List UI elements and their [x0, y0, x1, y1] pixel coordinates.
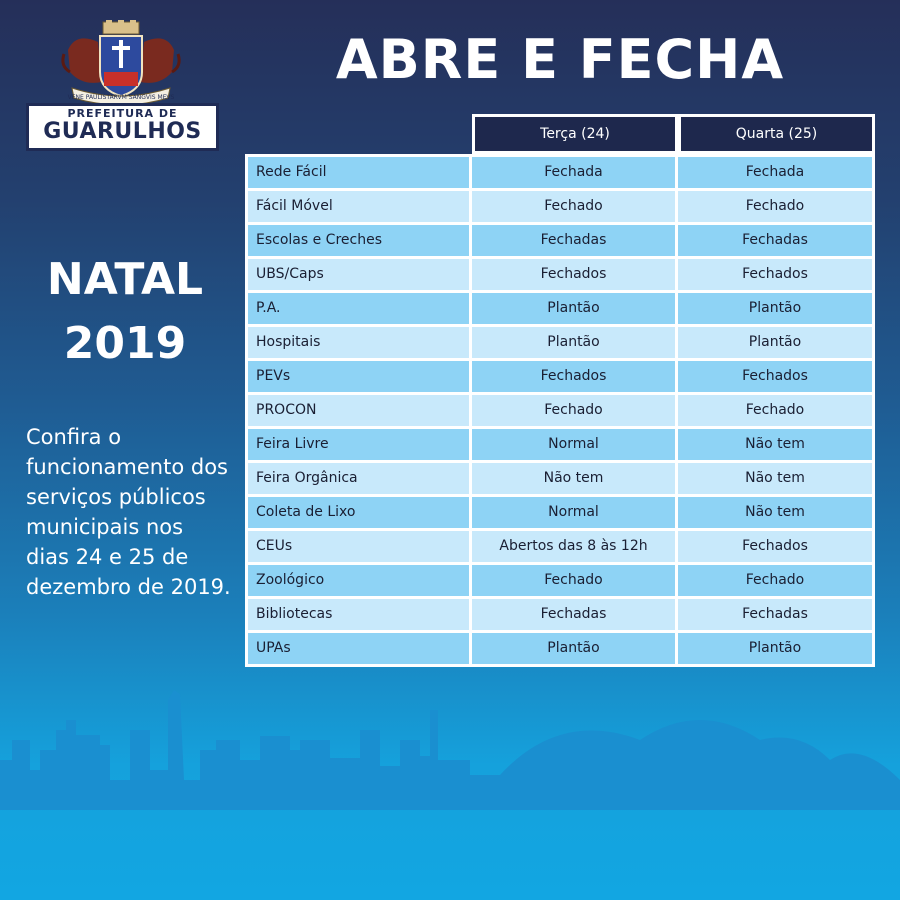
table-row [248, 633, 872, 664]
natal-title [20, 248, 230, 376]
status-day25: Fechado [678, 565, 872, 596]
status-day25: Não tem [678, 497, 872, 528]
table-row [248, 599, 872, 630]
logo-guarulhos-text: GUARULHOS [43, 119, 202, 144]
headline-title: ABRE E FECHA [335, 28, 785, 91]
table-row [248, 429, 872, 460]
status-day24: Plantão [472, 633, 675, 664]
status-day25: Fechado [678, 395, 872, 426]
status-day24: Fechado [472, 191, 675, 222]
status-day24: Fechadas [472, 225, 675, 256]
natal-word: NATAL [46, 254, 204, 305]
status-day24: Fechado [472, 395, 675, 426]
service-name: PEVs [248, 361, 469, 392]
table-row [248, 463, 872, 494]
status-day25: Fechados [678, 531, 872, 562]
status-day25: Não tem [678, 429, 872, 460]
status-day25: Não tem [678, 463, 872, 494]
status-day24: Plantão [472, 327, 675, 358]
service-name: Zoológico [248, 565, 469, 596]
table-row [248, 565, 872, 596]
service-name: Bibliotecas [248, 599, 469, 630]
service-name: Hospitais [248, 327, 469, 358]
status-day24: Fechadas [472, 599, 675, 630]
status-day25: Plantão [678, 633, 872, 664]
status-day24: Fechado [472, 565, 675, 596]
status-day24: Plantão [472, 293, 675, 324]
natal-year: 2019 [63, 318, 187, 369]
table-row [248, 293, 872, 324]
service-name: Coleta de Lixo [248, 497, 469, 528]
table-row [248, 259, 872, 290]
status-day24: Abertos das 8 às 12h [472, 531, 675, 562]
table-row [248, 157, 872, 188]
status-day24: Fechados [472, 259, 675, 290]
table-row [248, 361, 872, 392]
intro-text: Confira o funcionamento dos serviços públicos municipais nos dias 24 e 25 de dezembro de 2019. [26, 425, 231, 599]
status-day25: Fechado [678, 191, 872, 222]
service-name: Escolas e Creches [248, 225, 469, 256]
service-name: Feira Orgânica [248, 463, 469, 494]
city-skyline-illustration [0, 680, 900, 810]
service-name: CEUs [248, 531, 469, 562]
status-day24: Fechada [472, 157, 675, 188]
status-day24: Normal [472, 429, 675, 460]
service-name: UPAs [248, 633, 469, 664]
status-day25: Plantão [678, 327, 872, 358]
service-name: Feira Livre [248, 429, 469, 460]
status-day25: Fechada [678, 157, 872, 188]
status-day25: Fechados [678, 361, 872, 392]
status-day25: Fechadas [678, 599, 872, 630]
column-header-day24: Terça (24) [472, 114, 678, 154]
service-name: UBS/Caps [248, 259, 469, 290]
table-row [248, 225, 872, 256]
logo-prefeitura-text: PREFEITURA DE [67, 107, 178, 120]
column-header-day25: Quarta (25) [678, 114, 875, 154]
svg-text:VENE PAULISTARVM SANGVIS MEVS: VENE PAULISTARVM SANGVIS MEVS [67, 94, 175, 101]
table-row [248, 191, 872, 222]
status-day24: Normal [472, 497, 675, 528]
service-name: P.A. [248, 293, 469, 324]
table-row [248, 497, 872, 528]
service-name: PROCON [248, 395, 469, 426]
status-day25: Plantão [678, 293, 872, 324]
status-day25: Fechados [678, 259, 872, 290]
table-row [248, 395, 872, 426]
table-header [245, 114, 875, 154]
table-row [248, 327, 872, 358]
status-day24: Não tem [472, 463, 675, 494]
service-name: Fácil Móvel [248, 191, 469, 222]
status-day24: Fechados [472, 361, 675, 392]
table-row [248, 531, 872, 562]
coat-of-arms-emblem [58, 20, 184, 108]
schedule-table [245, 114, 875, 667]
service-name: Rede Fácil [248, 157, 469, 188]
logo-box [26, 103, 219, 151]
table-body [245, 154, 875, 667]
status-day25: Fechadas [678, 225, 872, 256]
